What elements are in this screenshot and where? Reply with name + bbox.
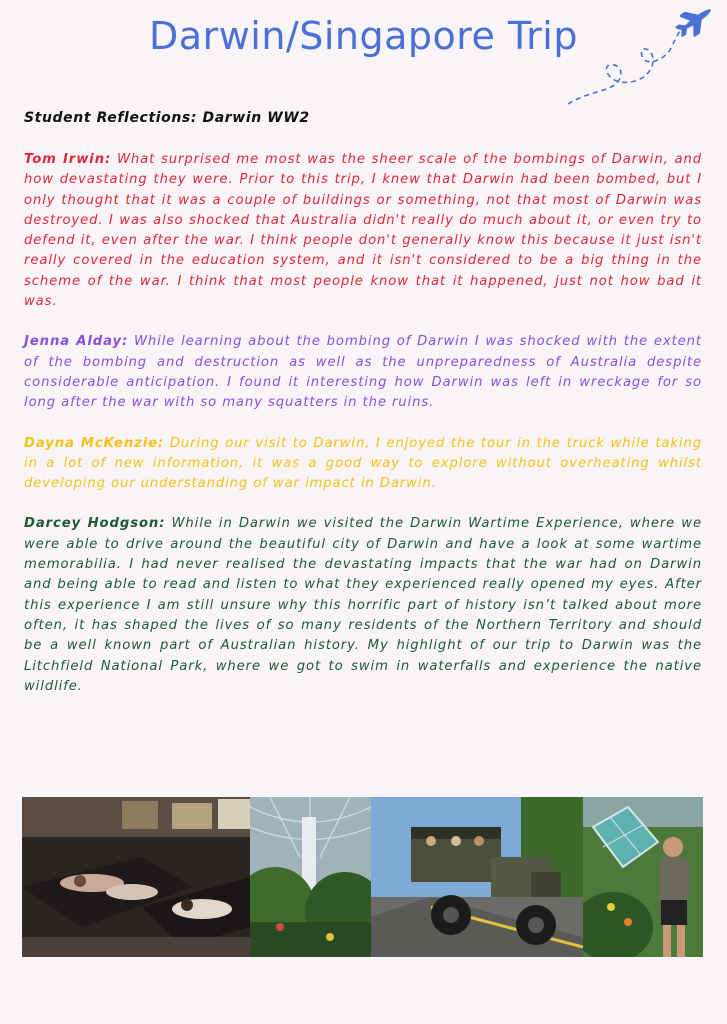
student-name: Dayna McKenzie:	[24, 435, 165, 451]
airplane-icon	[560, 0, 727, 110]
reflection-dayna-mckenzie	[24, 434, 702, 495]
photo-army-truck	[371, 797, 583, 957]
page-title: Darwin/Singapore Trip	[149, 14, 578, 58]
reflection-text: During our visit to Darwin, I enjoyed the tour in the truck while taking in a lot of new information, it was a good way to explore without overheating whilst developing our understanding of war impact in Darwin.	[24, 435, 702, 492]
reflection-jenna-alday	[24, 332, 702, 413]
student-name: Jenna Alday:	[24, 334, 129, 350]
student-name: Darcey Hodgson:	[24, 516, 166, 532]
photo-museum-benches	[22, 797, 250, 957]
reflection-darcey-hodgson	[24, 514, 702, 697]
reflection-tom-irwin	[24, 150, 702, 312]
photo-strip	[22, 797, 703, 957]
photo-garden-visitor	[583, 797, 703, 957]
section-subtitle: Student Reflections: Darwin WW2	[24, 110, 310, 126]
student-name: Tom Irwin:	[24, 152, 112, 167]
reflection-text: While in Darwin we visited the Darwin Wartime Experience, where we were able to drive around the beautiful city of Darwin and have a look at some wartime memorabilia. I had never realised the devastating impacts that the war had on Darwin and being able to read and listen to what they experienced really opened my eyes. After this experience I am still unsure why this horrific part of history isn’t talked about more often, it has shaped the lives of so many residents of the Northern Territory and should be a well known part of Australian history. My highlight of our trip to Darwin was the Litchfield National Park, where we got to swim in waterfalls and experience the native wildlife.	[24, 516, 702, 694]
photo-jewel-waterfall	[250, 797, 371, 957]
reflection-text: While learning about the bombing of Darwin I was shocked with the extent of the bombing and destruction as well as the unpreparedness of Australia despite considerable anticipation. I found it interesting how Darwin was left in wreckage for so long after the war with so many squatters in the ruins.	[24, 334, 702, 411]
reflection-text: What surprised me most was the sheer scale of the bombings of Darwin, and how devastating they were. Prior to this trip, I knew that Darwin had been bombed, but I only thought that it was a couple of buildings or something, not that most of Darwin was destroyed. I was also shocked that Australia didn't really do much about it, or even try to defend it, even after the war. I think people don't generally know this because it just isn't really covered in the education system, and it isn't considered to be a big thing in the scheme of the war. I think that most people know that it happened, just not how bad it was.	[24, 152, 702, 310]
reflections-list	[24, 150, 702, 717]
